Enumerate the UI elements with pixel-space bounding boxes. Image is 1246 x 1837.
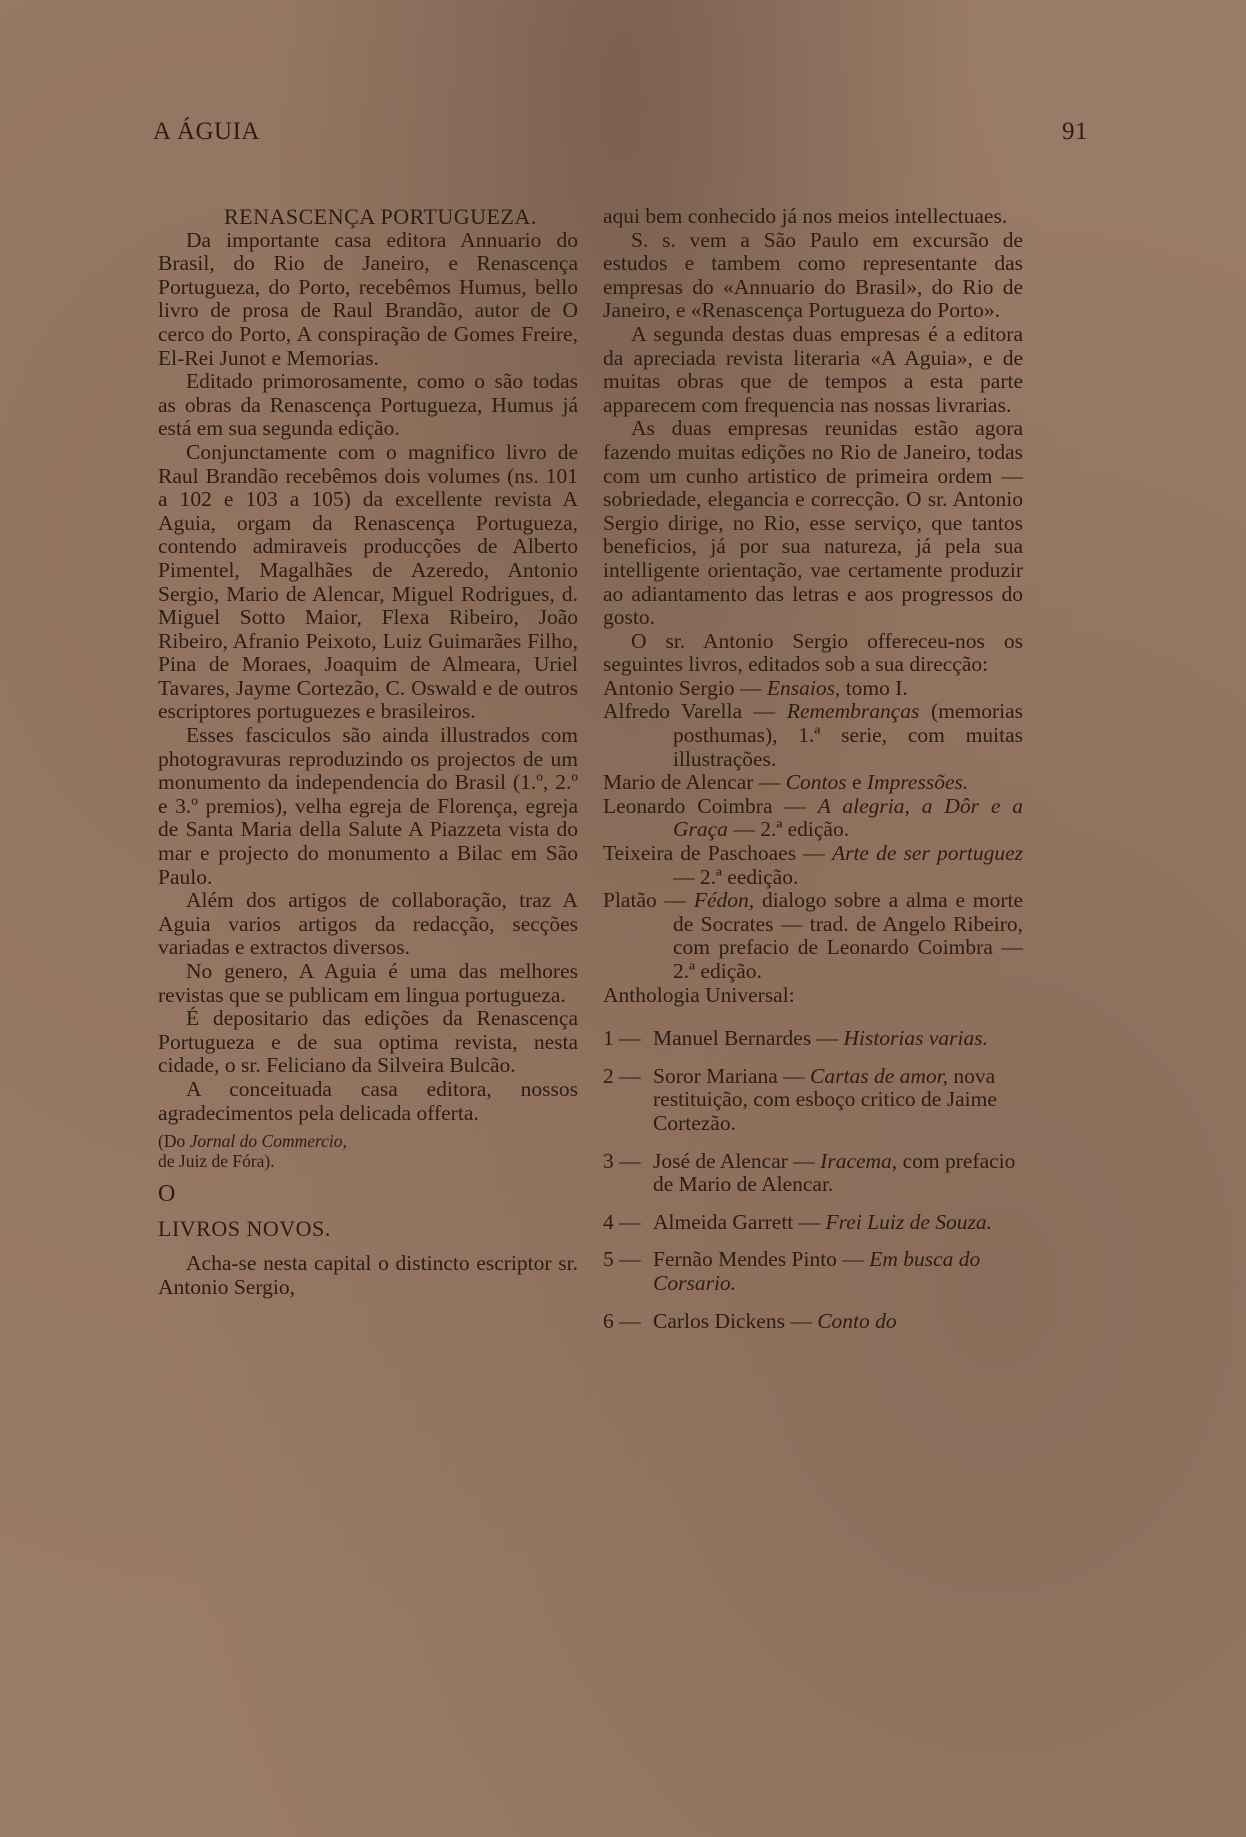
paragraph: Editado primorosamente, como o são todas as obras da Renascença Portugueza, Humus já está em sua segunda edição. — [158, 369, 578, 441]
book-entry: Teixeira de Paschoaes — Arte de ser portuguez — 2.ª eedição. — [603, 841, 1024, 889]
paragraph: Conjunctamente com o magnifico livro de Raul Brandão recebêmos dois volumes (ns. 101 a 102 e 103 a 105) da excellente revista A Aguia, orgam da Renascença Portugueza, contendo admiraveis producções de Alberto Pimentel, Magalhães de Azeredo, Antonio Sergio, Mario de Alencar, Miguel Rodrigues, d. Miguel Sotto Maior, Flexa Ribeiro, João Ribeiro, Afranio Peixoto, Luiz Guimarães Filho, Pina de Moraes, Joaquim de Almeara, Uriel Tavares, Jayme Cortezão, C. Oswald e de outros escriptores portuguezes e brasileiros. — [158, 439, 578, 724]
paragraph: A segunda destas duas empresas é a editora da apreciada revista literaria «A Aguia», e de muitas obras que de tempos a esta parte apparecem com frequencia nas nossas livrarias. — [603, 321, 1023, 417]
paragraph: S. s. vem a São Paulo em excursão de estudos e tambem como representante das empresas do «Annuario do Brasil», do Rio de Janeiro, e «Renascença Portugueza do Porto». — [603, 227, 1023, 323]
list-item: 3 — José de Alencar — Iracema, com prefacio de Mario de Alencar. — [603, 1148, 1016, 1197]
paragraph: Acha-se nesta capital o distincto escriptor sr. Antonio Sergio, — [158, 1251, 578, 1299]
book-entry: Leonardo Coimbra — A alegria, a Dôr e a Graça — 2.ª edição. — [603, 793, 1023, 842]
book-entry: Alfredo Varella — Remembranças (memorias posthumas), 1.ª serie, com muitas illustrações. — [603, 699, 1023, 771]
paragraph: As duas empresas reunidas estão agora fazendo muitas edições no Rio de Janeiro, todas com um cunho artistico de primeira ordem — sobriedade, elegancia e correcção. O sr. Antonio Sergio dirige, no Rio, esse serviço, que tantos beneficios, já por sua natureza, já pela sua intelligente orientação, vae certamente produzir ao adiantamento das letras e aos progressos do gosto. — [603, 416, 1023, 630]
list-item: 5 — Fernão Mendes Pinto — Em busca do Corsario. — [603, 1247, 981, 1295]
section-separator: O — [158, 1181, 176, 1208]
source-prefix: (Do — [158, 1131, 186, 1152]
running-header — [153, 118, 1088, 146]
list-item: 1 — Manuel Bernardes — Historias varias. — [603, 1026, 989, 1051]
paragraph: Da importante casa editora Annuario do Brasil, do Rio de Janeiro, e Renascença Portugueza, do Porto, recebêmos Humus, bello livro de prosa de Raul Brandão, autor de O cerco do Porto, A conspiração de Gomes Freire, El-Rei Junot e Memorias. — [158, 227, 578, 370]
book-entry: Antonio Sergio — Ensaios, tomo I. — [603, 675, 908, 700]
book-entry: Mario de Alencar — Contos e Impressões. — [603, 770, 969, 795]
source-journal: Jornal do Commercio, — [189, 1131, 347, 1152]
journal-title: A ÁGUIA — [153, 118, 260, 145]
paragraph: Além dos artigos de collaboração, traz A Aguia varios artigos da redacção, secções variadas e extractos diversos. — [158, 888, 578, 960]
paragraph: É depositario das edições da Renascença Portugueza e de sua optima revista, nesta cidade, o sr. Feliciano da Silveira Bulcão. — [158, 1006, 578, 1078]
paragraph: No genero, A Aguia é uma das melhores revistas que se publicam em lingua portugueza. — [158, 959, 578, 1007]
left-column — [158, 205, 578, 1300]
page-number: 91 — [1062, 118, 1088, 145]
list-item: 6 — Carlos Dickens — Conto do — [603, 1308, 897, 1333]
list-item: 4 — Almeida Garrett — Frei Luiz de Souza. — [603, 1209, 992, 1234]
paragraph: O sr. Antonio Sergio offereceu-nos os seguintes livros, editados sob a sua direcção: — [603, 628, 1023, 677]
section-title-livros: LIVROS NOVOS. — [158, 1215, 331, 1241]
paragraph: A conceituada casa editora, nossos agradecimentos pela delicada offerta. — [158, 1076, 578, 1125]
section-title-renascenca: RENASCENÇA PORTUGUEZA. — [224, 204, 537, 229]
source-citation — [158, 1131, 578, 1171]
list-item: 2 — Soror Mariana — Cartas de amor, nova restituição, com esboço critico de Jaime Cortezão. — [603, 1063, 997, 1135]
source-line2: de Juiz de Fóra). — [158, 1151, 275, 1172]
book-entry: Platão — Fédon, dialogo sobre a alma e morte de Socrates — trad. de Angelo Ribeiro, com prefacio de Leonardo Coimbra — 2.ª edição. — [603, 888, 1024, 983]
anthology-title: Anthologia Universal: — [603, 982, 795, 1007]
paragraph: aqui bem conhecido já nos meios intellectuaes. — [603, 204, 1008, 228]
paragraph: Esses fasciculos são ainda illustrados com photogravuras reproduzindo os projectos de um monumento da independencia do Brasil (1.º, 2.º e 3.º premios), velha egreja de Florença, egreja de Santa Maria della Salute A Piazzeta vista do mar e projecto do monumento a Bilac em São Paulo. — [158, 723, 578, 889]
right-column — [603, 205, 1023, 1347]
